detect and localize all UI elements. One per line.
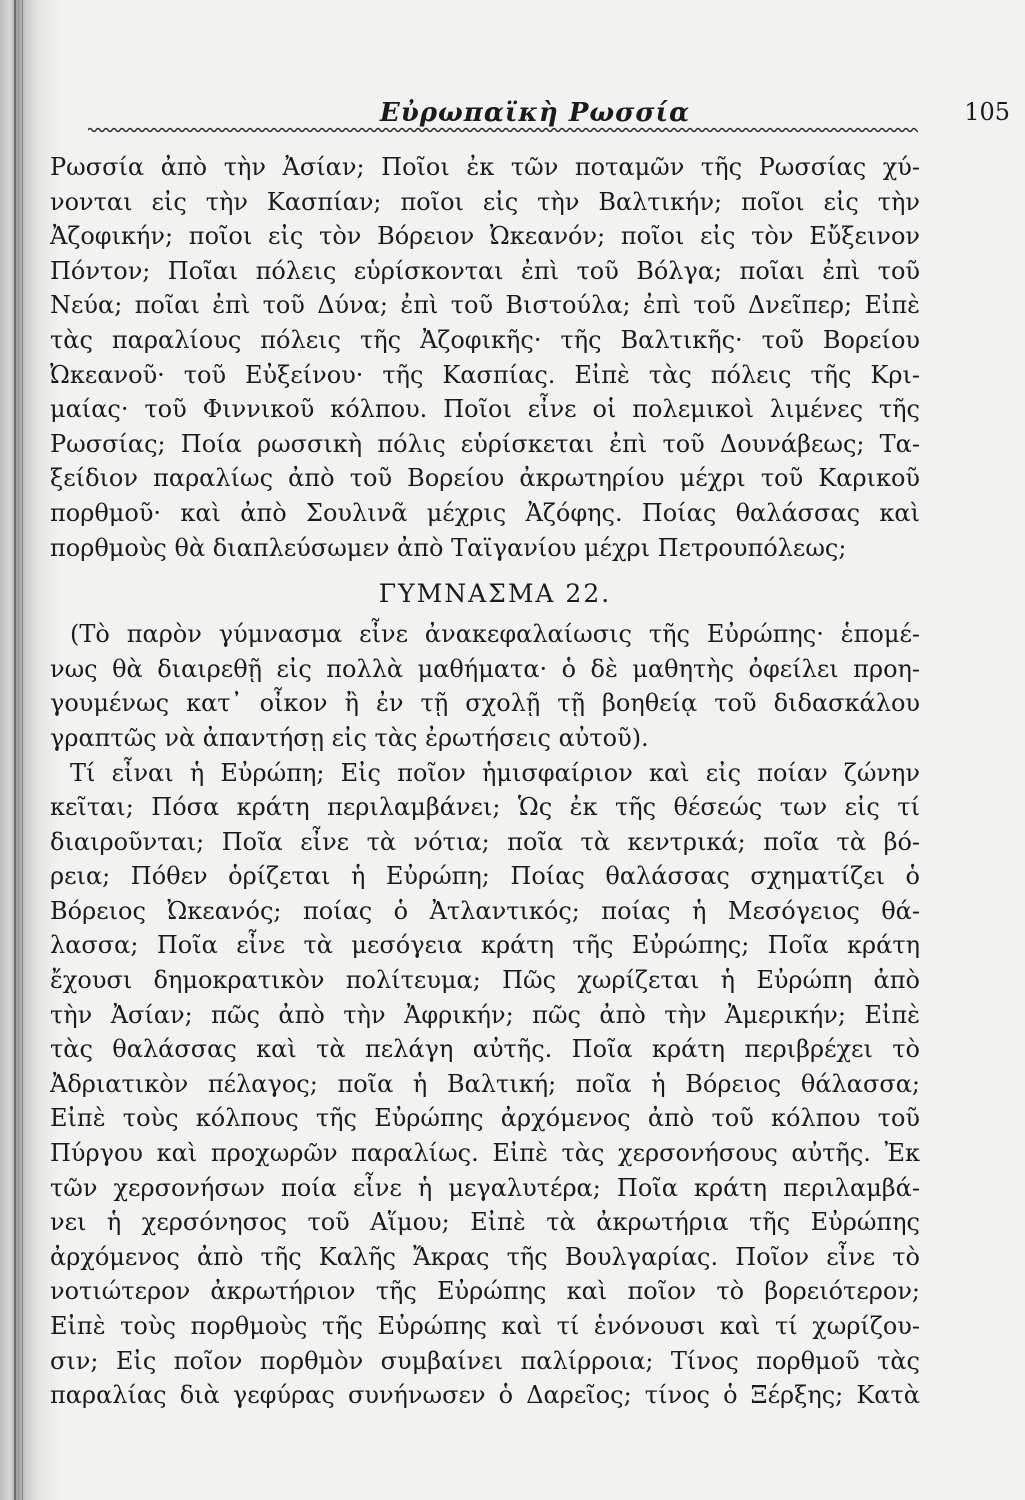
text-line: (Τὸ παρὸν γύμνασμα εἶνε ἀνακεφαλαίωσις τῆς Εὐρώπης· ἑπομέ- — [70, 620, 920, 649]
text-line: ἔχουσι δημοκρατικὸν πολίτευμα; Πῶς χωρίζεται ἡ Εὐρώπη ἀπὸ — [50, 966, 920, 995]
text-line: πορθμοὺς θὰ διαπλεύσωμεν ἀπὸ Ταϊγανίου μέχρι Πετρουπόλεως; — [50, 533, 847, 562]
text-line: τὰς θαλάσσας καὶ τὰ πελάγη αὐτῆς. Ποῖα κράτη περιβρέχει τὸ — [50, 1035, 920, 1064]
text-line: Τί εἶναι ἡ Εὐρώπη; Εἰς ποῖον ἡμισφαίριον καὶ εἰς ποίαν ζώνην — [70, 758, 920, 787]
text-line: ξείδιον παραλίως ἀπὸ τοῦ Βορείου ἀκρωτηρίου μέχρι τοῦ Καρικοῦ — [50, 464, 920, 493]
text-line: Ρωσσία ἀπὸ τὴν Ἀσίαν; Ποῖοι ἐκ τῶν ποταμῶν τῆς Ρωσσίας χύ- — [50, 153, 920, 181]
section-heading: ΓΥΜΝΑΣΜΑ 22. — [378, 579, 612, 609]
page-number: 105 — [964, 98, 1010, 126]
text-line: γουμένως κατ᾽ οἶκον ἢ ἐν τῇ σχολῇ τῇ βοηθείᾳ τοῦ διδασκάλου — [50, 689, 920, 718]
text-line: τῶν χερσονήσων ποία εἶνε ἡ μεγαλυτέρα; Ποῖα κράτη περιλαμβά- — [50, 1173, 920, 1202]
text-line: ρεια; Πόθεν ὁρίζεται ἡ Εὐρώπη; Ποίας θαλάσσας σχηματίζει ὁ — [50, 862, 920, 891]
text-line: Νεύα; ποῖαι ἐπὶ τοῦ Δύνα; ἐπὶ τοῦ Βιστούλα; ἐπὶ τοῦ Δνεῖπερ; Εἰπὲ — [50, 291, 920, 320]
text-line: Εἰπὲ τοὺς κόλπους τῆς Εὐρώπης ἀρχόμενος ἀπὸ τοῦ κόλπου τοῦ — [50, 1104, 920, 1133]
text-line: γραπτῶς νὰ ἀπαντήσῃ εἰς τὰς ἐρωτήσεις αὐτοῦ). — [50, 723, 649, 752]
text-line: Πόντον; Ποῖαι πόλεις εὑρίσκονται ἐπὶ τοῦ Βόλγα; ποῖαι ἐπὶ τοῦ — [50, 256, 920, 285]
text-line: νει ἡ χερσόνησος τοῦ Αἵμου; Εἰπὲ τὰ ἀκρωτήρια τῆς Εὐρώπης — [50, 1208, 920, 1237]
text-line: πορθμοῦ· καὶ ἀπὸ Σουλινᾶ μέχρις Ἀζόφης. Ποίας θαλάσσας καὶ — [50, 498, 920, 527]
text-line: παραλίας διὰ γεφύρας συνήνωσεν ὁ Δαρεῖος; τίνος ὁ Ξέρξης; Κατὰ — [50, 1381, 920, 1410]
text-line: λασσα; Ποῖα εἶνε τὰ μεσόγεια κράτη τῆς Εὐρώπης; Ποῖα κράτη — [50, 931, 920, 960]
text-line: τὰς παραλίους πόλεις τῆς Ἀζοφικῆς· τῆς Βαλτικῆς· τοῦ Βορείου — [50, 325, 920, 354]
running-head-title: Εὐρωπαϊκὴ Ρωσσία — [379, 98, 691, 128]
decorative-wavy-rule — [88, 122, 918, 138]
text-line: Ρωσσίας; Ποία ρωσσικὴ πόλις εὑρίσκεται ἐπὶ τοῦ Δουνάβεως; Τα- — [50, 429, 920, 458]
text-line: διαιροῦνται; Ποῖα εἶνε τὰ νότια; ποῖα τὰ κεντρικά; ποῖα τὰ βό- — [50, 827, 920, 856]
text-line: κεῖται; Πόσα κράτη περιλαμβάνει; Ὡς ἐκ τῆς θέσεώς των εἰς τί — [50, 793, 920, 822]
text-line: σιν; Εἰς ποῖον πορθμὸν συμβαίνει παλίρροια; Τίνος πορθμοῦ τὰς — [50, 1346, 920, 1375]
text-line: νως θὰ διαιρεθῇ εἰς πολλὰ μαθήματα· ὁ δὲ μαθητὴς ὀφείλει προη- — [50, 654, 920, 683]
text-line: Βόρειος Ὠκεανός; ποίας ὁ Ἀτλαντικός; ποίας ἡ Μεσόγειος θά- — [50, 896, 920, 925]
text-line: τὴν Ἀσίαν; πῶς ἀπὸ τὴν Ἀφρικήν; πῶς ἀπὸ τὴν Ἀμερικήν; Εἰπὲ — [50, 1000, 920, 1029]
text-line: Ἀζοφικήν; ποῖοι εἰς τὸν Βόρειον Ὠκεανόν; ποῖοι εἰς τὸν Εὔξεινον — [50, 222, 920, 251]
text-line: μαίας· τοῦ Φιννικοῦ κόλπου. Ποῖοι εἶνε οἱ πολεμικοὶ λιμένες τῆς — [50, 395, 920, 424]
text-line: Εἰπὲ τοὺς πορθμοὺς τῆς Εὐρώπης καὶ τί ἑνόνουσι καὶ τί χωρίζου- — [50, 1312, 920, 1340]
paragraph-1 — [50, 150, 920, 565]
text-line: Πύργου καὶ προχωρῶν παραλίως. Εἰπὲ τὰς χερσονήσους αὐτῆς. Ἐκ — [50, 1139, 920, 1168]
text-line: Ἀδριατικὸν πέλαγος; ποῖα ἡ Βαλτική; ποῖα ἡ Βόρειος θάλασσα; — [50, 1069, 920, 1098]
text-line: Ὠκεανοῦ· τοῦ Εὐξείνου· τῆς Κασπίας. Εἰπὲ τὰς πόλεις τῆς Κρι- — [50, 360, 920, 389]
paragraph-2-instructions — [50, 617, 920, 755]
text-line: νονται εἰς τὴν Κασπίαν; ποῖοι εἰς τὴν Βαλτικήν; ποῖοι εἰς τὴν — [50, 187, 920, 216]
text-line: ἀρχόμενος ἀπὸ τῆς Καλῆς Ἄκρας τῆς Βουλγαρίας. Ποῖον εἶνε τὸ — [50, 1242, 920, 1271]
text-line: νοτιώτερον ἀκρωτήριον τῆς Εὐρώπης καὶ ποῖον τὸ βορειότερον; — [50, 1277, 920, 1306]
paragraph-3-questions — [50, 756, 920, 1413]
body-text — [50, 150, 920, 1413]
